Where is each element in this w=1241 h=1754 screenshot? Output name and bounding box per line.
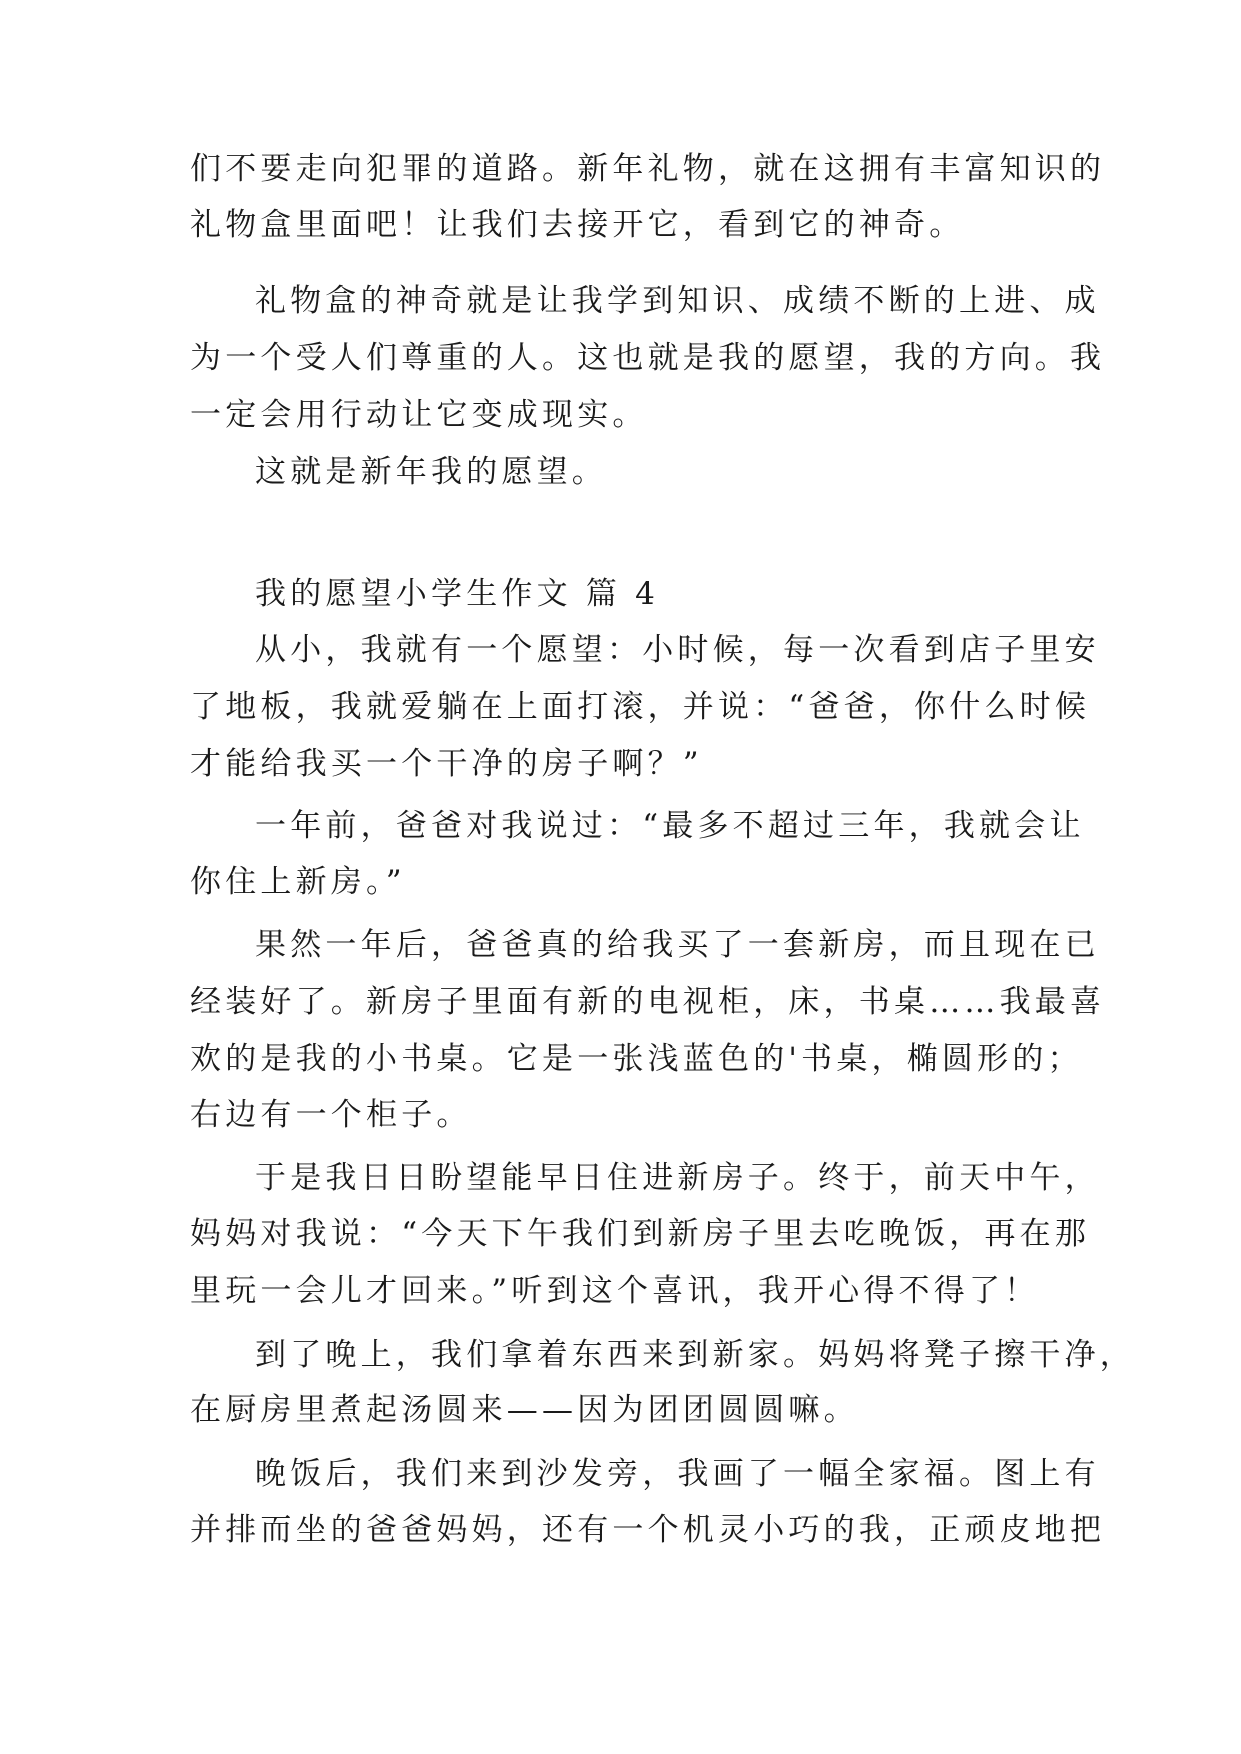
text-line: 才能给我买一个干净的房子啊？” xyxy=(190,746,703,782)
text-line: 们不要走向犯罪的道路。新年礼物，就在这拥有丰富知识的 xyxy=(190,151,1106,187)
text-line: 于是我日日盼望能早日住进新房子。终于，前天中午， xyxy=(255,1160,1100,1196)
text-line: 一年前，爸爸对我说过：“最多不超过三年，我就会让 xyxy=(255,808,1085,844)
text-line: 到了晚上，我们拿着东西来到新家。妈妈将凳子擦干净， xyxy=(255,1337,1135,1373)
text-line: 为一个受人们尊重的人。这也就是我的愿望，我的方向。我 xyxy=(190,340,1106,376)
text-line: 这就是新年我的愿望。 xyxy=(255,454,607,490)
text-line: 经装好了。新房子里面有新的电视柜，床，书桌……我最喜 xyxy=(190,984,1106,1020)
text-line: 在厨房里煮起汤圆来——因为团团圆圆嘛。 xyxy=(190,1392,859,1428)
text-line: 右边有一个柜子。 xyxy=(190,1097,472,1133)
text-line: 晚饭后，我们来到沙发旁，我画了一幅全家福。图上有 xyxy=(255,1456,1100,1492)
text-line: 果然一年后，爸爸真的给我买了一套新房，而且现在已 xyxy=(255,927,1100,963)
text-line: 了地板，我就爱躺在上面打滚，并说：“爸爸，你什么时候 xyxy=(190,689,1091,725)
text-line: 礼物盒里面吧！让我们去接开它，看到它的神奇。 xyxy=(190,207,965,243)
text-line: 并排而坐的爸爸妈妈，还有一个机灵小巧的我，正顽皮地把 xyxy=(190,1512,1106,1548)
section-heading: 我的愿望小学生作文 篇 4 xyxy=(255,576,660,612)
text-line: 一定会用行动让它变成现实。 xyxy=(190,397,648,433)
text-line: 你住上新房。” xyxy=(190,864,406,900)
text-line: 里玩一会儿才回来。”听到这个喜讯，我开心得不得了！ xyxy=(190,1273,1040,1309)
text-line: 欢的是我的小书桌。它是一张浅蓝色的'书桌，椭圆形的； xyxy=(190,1041,1083,1077)
text-line: 礼物盒的神奇就是让我学到知识、成绩不断的上进、成 xyxy=(255,283,1100,319)
text-line: 从小，我就有一个愿望：小时候，每一次看到店子里安 xyxy=(255,632,1100,668)
text-line: 妈妈对我说：“今天下午我们到新房子里去吃晚饭，再在那 xyxy=(190,1216,1091,1252)
